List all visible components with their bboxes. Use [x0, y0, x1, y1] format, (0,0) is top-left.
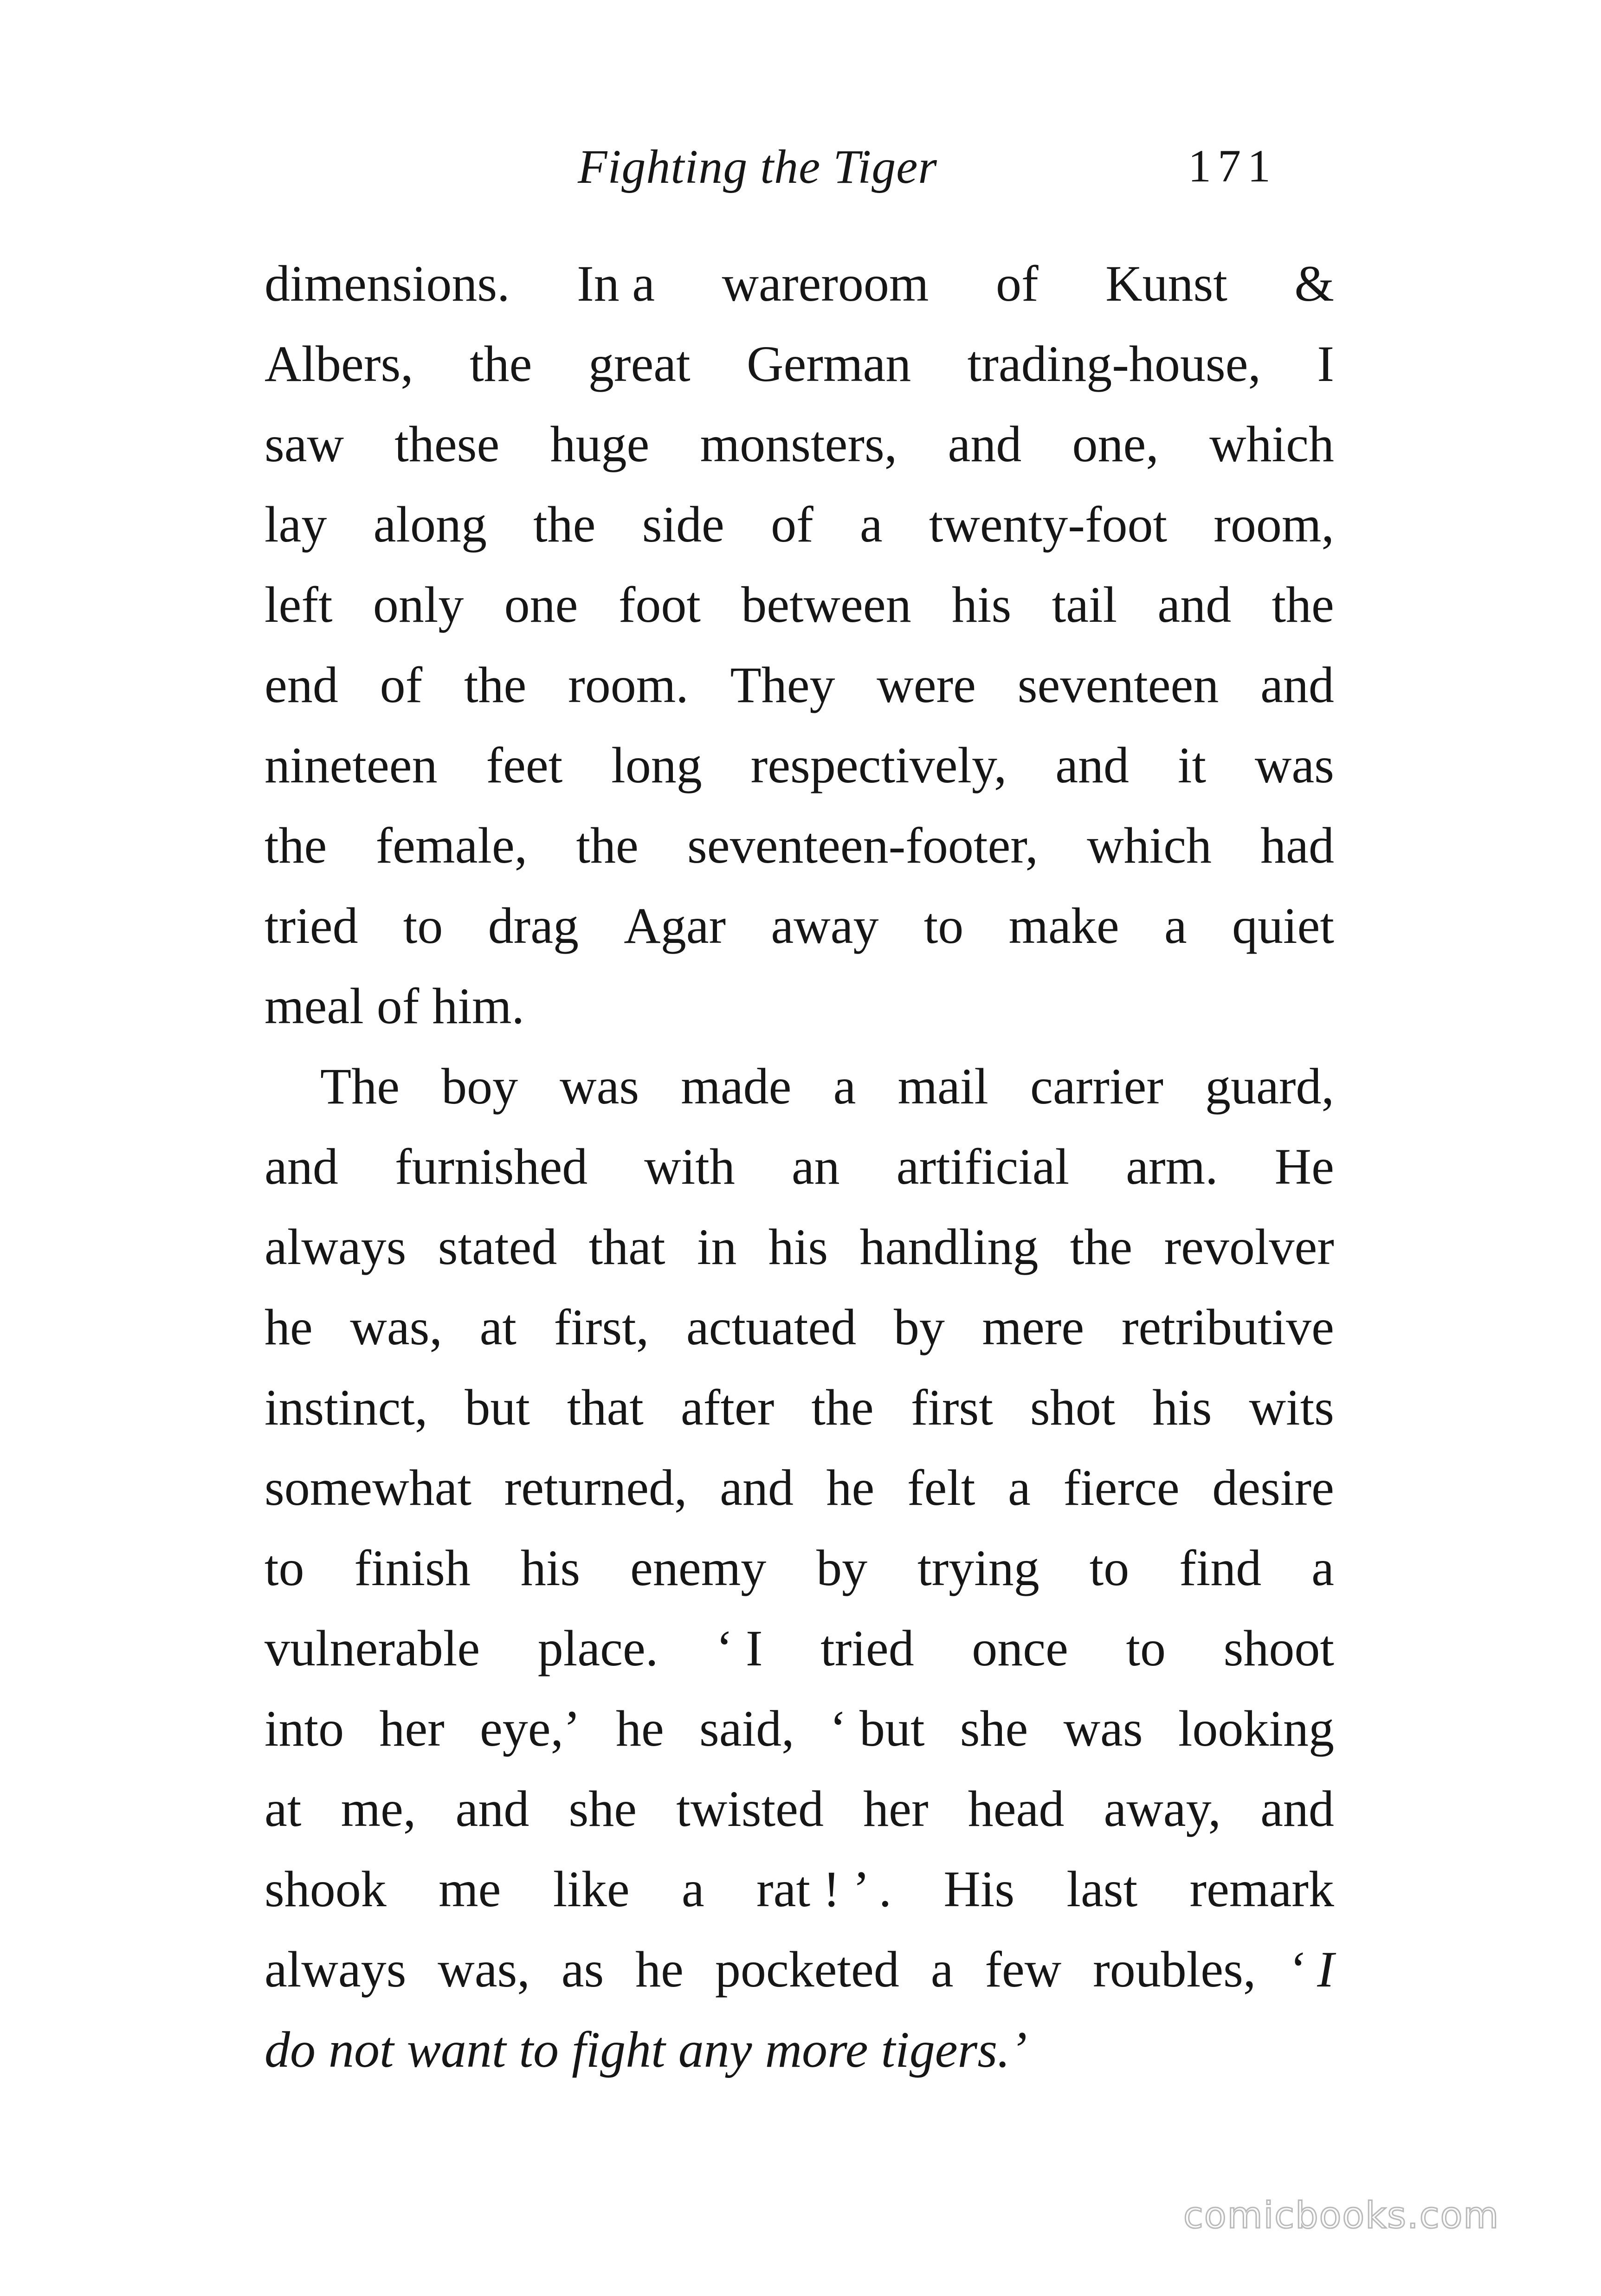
word: he — [635, 1941, 684, 1998]
word: feet — [486, 737, 563, 793]
word: tail — [1052, 576, 1117, 633]
word: the — [470, 335, 532, 392]
word: and — [1055, 737, 1130, 793]
word: side — [642, 496, 724, 553]
word: him. — [432, 978, 525, 1034]
word: monsters, — [700, 416, 897, 472]
text-line — [265, 565, 1334, 645]
text-line — [265, 244, 1334, 324]
word: a — [1008, 1459, 1031, 1516]
word: she — [568, 1780, 637, 1837]
word: the — [1070, 1219, 1133, 1275]
word: few — [985, 1941, 1062, 1998]
word: at — [479, 1299, 516, 1355]
word: she — [960, 1700, 1028, 1757]
text-line — [265, 1769, 1334, 1849]
word: meal — [265, 978, 364, 1034]
word: retributive — [1121, 1299, 1334, 1355]
word: were — [877, 657, 976, 713]
word: rat ! ’ . — [756, 1861, 892, 1917]
word: do — [265, 2021, 316, 2078]
text-line — [265, 1207, 1334, 1287]
word: desire — [1212, 1459, 1334, 1516]
word: one, — [1072, 416, 1159, 472]
word: twenty-foot — [929, 496, 1168, 553]
word: away — [771, 897, 879, 954]
text-line — [265, 1849, 1334, 1929]
watermark-logo: comicbooks.com — [1183, 2195, 1500, 2237]
word: and — [455, 1780, 529, 1837]
word: instinct, — [265, 1379, 428, 1436]
word: and — [1260, 1780, 1334, 1837]
word: of — [376, 978, 420, 1034]
word: a — [1311, 1540, 1334, 1596]
word: room. — [568, 657, 689, 713]
text-line — [265, 404, 1334, 484]
text-line — [265, 725, 1334, 806]
text-line — [265, 966, 1334, 1046]
text-line — [265, 1287, 1334, 1367]
text-line — [265, 886, 1334, 966]
word: long — [611, 737, 702, 793]
word: made — [681, 1058, 792, 1115]
word: had — [1260, 817, 1334, 874]
word: great — [588, 335, 691, 392]
word: of — [380, 657, 423, 713]
word: he — [615, 1700, 664, 1757]
word: fierce — [1063, 1459, 1180, 1516]
word: the — [576, 817, 639, 874]
word: drag — [488, 897, 579, 954]
word: always — [265, 1941, 407, 1998]
word: into — [265, 1700, 344, 1757]
word: me — [439, 1861, 501, 1917]
word: me, — [341, 1780, 416, 1837]
word: and — [265, 1138, 338, 1195]
running-title: Fighting the Tiger — [578, 140, 937, 193]
word: first, — [554, 1299, 649, 1355]
word: furnished — [394, 1138, 588, 1195]
word: make — [1008, 897, 1119, 954]
word: not — [329, 2021, 394, 2078]
word: which — [1209, 416, 1334, 472]
word: of — [771, 496, 813, 553]
word: twisted — [676, 1780, 824, 1837]
word: the — [1272, 576, 1334, 633]
word: shoot — [1223, 1620, 1334, 1677]
word: foot — [618, 576, 701, 633]
word: it — [1177, 737, 1207, 793]
word: left — [265, 576, 333, 633]
word: with — [644, 1138, 735, 1195]
word: he — [265, 1299, 313, 1355]
word: the — [811, 1379, 874, 1436]
word: was, — [350, 1299, 442, 1355]
word: lay — [265, 496, 327, 553]
word: to — [403, 897, 443, 954]
word: felt — [907, 1459, 975, 1516]
word: first — [910, 1379, 993, 1436]
word: her — [863, 1780, 929, 1837]
word: want — [407, 2021, 506, 2078]
word: by — [893, 1299, 945, 1355]
word: seventeen-footer, — [687, 817, 1039, 874]
word: Agar — [624, 897, 726, 954]
text-line — [265, 1367, 1334, 1448]
word: was — [1063, 1700, 1143, 1757]
word: ‘ I — [716, 1620, 763, 1677]
word: after — [680, 1379, 775, 1436]
word: head — [968, 1780, 1065, 1837]
word: huge — [550, 416, 650, 472]
word: shot — [1030, 1379, 1116, 1436]
word: he — [826, 1459, 875, 1516]
word: I — [1317, 335, 1334, 392]
word: returned, — [504, 1459, 687, 1516]
word: along — [373, 496, 487, 553]
word: the — [265, 817, 327, 874]
word: respectively, — [750, 737, 1007, 793]
word: a — [859, 496, 883, 553]
text-line — [265, 1689, 1334, 1769]
word: always — [265, 1219, 407, 1275]
word: German — [747, 335, 911, 392]
word: only — [373, 576, 464, 633]
word: any — [678, 2021, 752, 2078]
word: Kunst — [1105, 255, 1227, 312]
text-line — [265, 645, 1334, 725]
word: nineteen — [265, 737, 438, 793]
body-text — [265, 244, 1334, 2090]
word: revolver — [1164, 1219, 1334, 1275]
word: that — [567, 1379, 644, 1436]
word: dimensions. — [265, 255, 510, 312]
word: a — [681, 1861, 704, 1917]
word: vulnerable — [265, 1620, 480, 1677]
text-line — [265, 1929, 1334, 2010]
word: to — [265, 1540, 304, 1596]
word: tried — [820, 1620, 914, 1677]
word: tigers.’ — [881, 2021, 1027, 2078]
word: between — [741, 576, 911, 633]
word: find — [1179, 1540, 1262, 1596]
word: Albers, — [265, 335, 413, 392]
word: actuated — [686, 1299, 857, 1355]
word: the — [533, 496, 596, 553]
word: and — [948, 416, 1022, 472]
word: ‘ I — [1287, 1941, 1334, 1998]
word: of — [995, 255, 1039, 312]
word: finish — [354, 1540, 471, 1596]
text-line — [265, 1127, 1334, 1207]
word: carrier — [1030, 1058, 1163, 1115]
word: was — [1254, 737, 1334, 793]
word: female, — [375, 817, 528, 874]
word: mail — [897, 1058, 988, 1115]
word: last — [1066, 1861, 1138, 1917]
word: said, — [699, 1700, 794, 1757]
word: in — [697, 1219, 737, 1275]
word: His — [943, 1861, 1015, 1917]
text-line — [265, 1448, 1334, 1528]
word: at — [265, 1780, 302, 1837]
word: handling — [859, 1219, 1039, 1275]
word: The — [320, 1058, 400, 1115]
word: looking — [1178, 1700, 1334, 1757]
word: one — [504, 576, 578, 633]
word: In a — [577, 255, 655, 312]
word: his — [520, 1540, 581, 1596]
text-line — [265, 1046, 1334, 1127]
word: shook — [265, 1861, 387, 1917]
word: pocketed — [715, 1941, 899, 1998]
word: trying — [917, 1540, 1039, 1596]
word: & — [1294, 255, 1334, 312]
word: wits — [1249, 1379, 1334, 1436]
word: by — [816, 1540, 868, 1596]
word: wareroom — [722, 255, 929, 312]
word: fight — [572, 2021, 665, 2078]
word: eye,’ — [479, 1700, 581, 1757]
word: ‘ but — [829, 1700, 925, 1757]
word: his — [768, 1219, 828, 1275]
word: room, — [1214, 496, 1334, 553]
word: somewhat — [265, 1459, 472, 1516]
word: place. — [537, 1620, 658, 1677]
word: a — [930, 1941, 954, 1998]
text-line — [265, 1528, 1334, 1608]
word: and — [1260, 657, 1334, 713]
word: that — [588, 1219, 665, 1275]
text-line — [265, 1608, 1334, 1689]
word: but — [465, 1379, 530, 1436]
word: these — [394, 416, 500, 472]
word: and — [1157, 576, 1232, 633]
word: his — [1152, 1379, 1212, 1436]
word: to — [1126, 1620, 1166, 1677]
word: as — [561, 1941, 604, 1998]
word: He — [1274, 1138, 1334, 1195]
word: once — [972, 1620, 1068, 1677]
word: mere — [982, 1299, 1085, 1355]
word: her — [379, 1700, 445, 1757]
word: a — [833, 1058, 856, 1115]
word: his — [951, 576, 1012, 633]
word: to — [923, 897, 964, 954]
text-line — [265, 324, 1334, 404]
word: saw — [265, 416, 344, 472]
word: to — [1089, 1540, 1130, 1596]
word: the — [464, 657, 527, 713]
word: more — [765, 2021, 868, 2078]
word: seventeen — [1017, 657, 1219, 713]
word: end — [265, 657, 338, 713]
word: trading-house, — [967, 335, 1261, 392]
word: was — [560, 1058, 639, 1115]
word: quiet — [1232, 897, 1334, 954]
word: like — [553, 1861, 630, 1917]
word: guard, — [1205, 1058, 1334, 1115]
word: tried — [265, 897, 358, 954]
word: an — [791, 1138, 840, 1195]
word: and — [720, 1459, 794, 1516]
text-line — [265, 2010, 1334, 2090]
word: stated — [438, 1219, 557, 1275]
text-line — [265, 484, 1334, 565]
word: to — [519, 2021, 559, 2078]
word: They — [730, 657, 835, 713]
running-head — [0, 139, 1601, 204]
page-number: 171 — [1188, 140, 1277, 192]
word: a — [1164, 897, 1187, 954]
word: artificial — [896, 1138, 1070, 1195]
word: roubles, — [1093, 1941, 1256, 1998]
word: away, — [1104, 1780, 1221, 1837]
word: which — [1087, 817, 1212, 874]
word: enemy — [630, 1540, 767, 1596]
word: arm. — [1126, 1138, 1218, 1195]
word: boy — [441, 1058, 518, 1115]
word: was, — [438, 1941, 530, 1998]
word: remark — [1189, 1861, 1334, 1917]
text-line — [265, 806, 1334, 886]
